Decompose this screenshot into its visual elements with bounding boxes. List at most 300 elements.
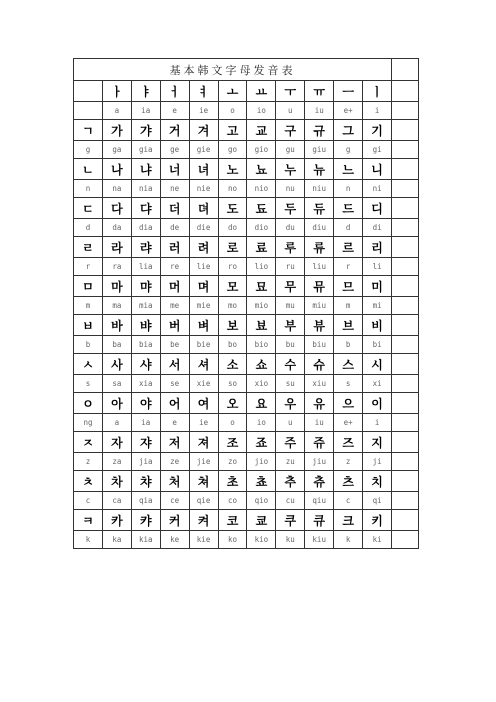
hangul-cell: 두 <box>276 198 305 219</box>
hangul-cell: 큐 <box>305 510 334 531</box>
hangul-cell: 자 <box>102 432 131 453</box>
romanization-cell: r <box>74 258 103 276</box>
romanization-cell: k <box>334 531 363 549</box>
romanization-cell: qia <box>131 492 160 510</box>
hangul-cell: 저 <box>160 432 189 453</box>
hangul-cell: 켜 <box>189 510 218 531</box>
title-row <box>74 59 419 81</box>
hangul-cell: 료 <box>247 237 276 258</box>
romanization-cell: ko <box>218 531 247 549</box>
hangul-cell: 노 <box>218 159 247 180</box>
table-cell <box>392 59 419 81</box>
romanization-cell: g <box>74 141 103 159</box>
romanization-cell: jiu <box>305 453 334 471</box>
hangul-cell: 규 <box>305 120 334 141</box>
romanization-cell: kie <box>189 531 218 549</box>
hangul-cell: 루 <box>276 237 305 258</box>
hangul-cell: ㅡ <box>334 81 363 102</box>
romanization-cell: ke <box>160 531 189 549</box>
romanization-cell: iu <box>305 414 334 432</box>
romanization-cell: ka <box>102 531 131 549</box>
romanization-cell: ra <box>102 258 131 276</box>
romanization-cell: o <box>218 102 247 120</box>
romanization-cell: do <box>218 219 247 237</box>
hangul-cell: ㅣ <box>363 81 392 102</box>
romanization-cell: di <box>363 219 392 237</box>
hangul-cell: 묘 <box>247 276 276 297</box>
romanization-cell: gi <box>363 141 392 159</box>
hangul-cell: 뵤 <box>247 315 276 336</box>
romanization-cell: mi <box>363 297 392 315</box>
romanization-cell: mia <box>131 297 160 315</box>
hangul-cell: 됴 <box>247 198 276 219</box>
hangul-cell: ㄷ <box>74 198 103 219</box>
romanization-cell: no <box>218 180 247 198</box>
hangul-cell: ㅂ <box>74 315 103 336</box>
romanization-cell: xiu <box>305 375 334 393</box>
romanization-cell: jie <box>189 453 218 471</box>
romanization-cell: miu <box>305 297 334 315</box>
romanization-row <box>74 414 419 432</box>
romanization-cell: ia <box>131 102 160 120</box>
romanization-cell: jio <box>247 453 276 471</box>
hangul-cell: 뎌 <box>189 198 218 219</box>
hangul-cell: 부 <box>276 315 305 336</box>
romanization-cell: mie <box>189 297 218 315</box>
romanization-cell: be <box>160 336 189 354</box>
romanization-cell: gia <box>131 141 160 159</box>
romanization-cell: dio <box>247 219 276 237</box>
romanization-row <box>74 219 419 237</box>
romanization-cell: k <box>74 531 103 549</box>
romanization-cell <box>392 453 419 471</box>
hangul-cell: 도 <box>218 198 247 219</box>
romanization-cell: b <box>334 336 363 354</box>
hangul-cell: 쿄 <box>247 510 276 531</box>
romanization-cell: bie <box>189 336 218 354</box>
romanization-row <box>74 336 419 354</box>
hangul-cell: 죠 <box>247 432 276 453</box>
hangul-cell: 사 <box>102 354 131 375</box>
hangul-cell: 쳐 <box>189 471 218 492</box>
romanization-cell: ru <box>276 258 305 276</box>
table-title: 基本韩文字母发音表 <box>74 59 392 81</box>
romanization-cell: me <box>160 297 189 315</box>
romanization-cell: zu <box>276 453 305 471</box>
hangul-cell: 차 <box>102 471 131 492</box>
hangul-cell: 냐 <box>131 159 160 180</box>
hangul-cell <box>392 237 419 258</box>
hangul-cell: 슈 <box>305 354 334 375</box>
hangul-cell: 여 <box>189 393 218 414</box>
hangul-cell: 코 <box>218 510 247 531</box>
hangul-cell: 이 <box>363 393 392 414</box>
hangul-cell: 키 <box>363 510 392 531</box>
romanization-cell: lia <box>131 258 160 276</box>
romanization-cell: dia <box>131 219 160 237</box>
romanization-cell: g <box>334 141 363 159</box>
romanization-cell <box>392 141 419 159</box>
romanization-cell: qi <box>363 492 392 510</box>
hangul-cell: 즈 <box>334 432 363 453</box>
hangul-cell: 서 <box>160 354 189 375</box>
romanization-cell: e+ <box>334 414 363 432</box>
romanization-cell: so <box>218 375 247 393</box>
hangul-cell: 보 <box>218 315 247 336</box>
hangul-cell: ㅜ <box>276 81 305 102</box>
hangul-cell: 지 <box>363 432 392 453</box>
romanization-cell <box>74 102 103 120</box>
romanization-row <box>74 531 419 549</box>
romanization-cell: a <box>102 102 131 120</box>
hangul-cell: 바 <box>102 315 131 336</box>
hangul-cell: 므 <box>334 276 363 297</box>
romanization-cell: u <box>276 414 305 432</box>
romanization-cell: li <box>363 258 392 276</box>
romanization-cell: n <box>334 180 363 198</box>
romanization-cell: mio <box>247 297 276 315</box>
hangul-cell <box>392 276 419 297</box>
hangul-cell: 랴 <box>131 237 160 258</box>
romanization-cell: s <box>74 375 103 393</box>
hangul-cell: ㅅ <box>74 354 103 375</box>
hangul-cell: 비 <box>363 315 392 336</box>
romanization-cell: ki <box>363 531 392 549</box>
romanization-cell: ze <box>160 453 189 471</box>
consonant-row <box>74 315 419 336</box>
romanization-cell: re <box>160 258 189 276</box>
hangul-cell: 기 <box>363 120 392 141</box>
hangul-cell: ㅗ <box>218 81 247 102</box>
hangul-cell: 처 <box>160 471 189 492</box>
hangul-cell: 모 <box>218 276 247 297</box>
hangul-cell: 드 <box>334 198 363 219</box>
hangul-cell: 나 <box>102 159 131 180</box>
hangul-cell: ㄹ <box>74 237 103 258</box>
romanization-cell: i <box>363 102 392 120</box>
hangul-cell: ㄴ <box>74 159 103 180</box>
hangul-cell: ㅕ <box>189 81 218 102</box>
romanization-cell: die <box>189 219 218 237</box>
hangul-cell <box>392 510 419 531</box>
hangul-cell: ㅠ <box>305 81 334 102</box>
romanization-cell: bia <box>131 336 160 354</box>
romanization-cell: ma <box>102 297 131 315</box>
romanization-cell: xia <box>131 375 160 393</box>
hangul-cell: 아 <box>102 393 131 414</box>
romanization-cell: mo <box>218 297 247 315</box>
hangul-cell: 녀 <box>189 159 218 180</box>
romanization-cell: qio <box>247 492 276 510</box>
hangul-cell: 라 <box>102 237 131 258</box>
romanization-cell: a <box>102 414 131 432</box>
romanization-cell: m <box>334 297 363 315</box>
consonant-row <box>74 198 419 219</box>
hangul-cell: ㅁ <box>74 276 103 297</box>
hangul-cell <box>74 81 103 102</box>
hangul-cell: 버 <box>160 315 189 336</box>
hangul-cell <box>392 315 419 336</box>
hangul-cell: 다 <box>102 198 131 219</box>
romanization-cell: da <box>102 219 131 237</box>
hangul-cell: 수 <box>276 354 305 375</box>
hangul-cell: ㅏ <box>102 81 131 102</box>
romanization-cell: qiu <box>305 492 334 510</box>
consonant-row <box>74 276 419 297</box>
hangul-cell: 소 <box>218 354 247 375</box>
hangul-cell: 리 <box>363 237 392 258</box>
romanization-cell: d <box>334 219 363 237</box>
hangul-cell: 으 <box>334 393 363 414</box>
consonant-row <box>74 510 419 531</box>
hangul-cell: 뉴 <box>305 159 334 180</box>
romanization-cell: r <box>334 258 363 276</box>
romanization-cell: bio <box>247 336 276 354</box>
hangul-cell: 갸 <box>131 120 160 141</box>
romanization-cell: ce <box>160 492 189 510</box>
romanization-cell: u <box>276 102 305 120</box>
romanization-row <box>74 492 419 510</box>
hangul-cell: ㅛ <box>247 81 276 102</box>
romanization-cell: de <box>160 219 189 237</box>
consonant-row <box>74 432 419 453</box>
romanization-cell: nio <box>247 180 276 198</box>
romanization-cell: m <box>74 297 103 315</box>
romanization-cell <box>392 492 419 510</box>
romanization-cell: ne <box>160 180 189 198</box>
romanization-row <box>74 297 419 315</box>
romanization-cell: liu <box>305 258 334 276</box>
hangul-cell: 야 <box>131 393 160 414</box>
hangul-cell: 류 <box>305 237 334 258</box>
consonant-row <box>74 237 419 258</box>
romanization-cell: kia <box>131 531 160 549</box>
romanization-cell <box>392 180 419 198</box>
hangul-cell: 시 <box>363 354 392 375</box>
vowel-romanization-row <box>74 102 419 120</box>
hangul-cell: ㅇ <box>74 393 103 414</box>
romanization-cell: zo <box>218 453 247 471</box>
hangul-cell: 미 <box>363 276 392 297</box>
romanization-cell: xie <box>189 375 218 393</box>
romanization-cell <box>392 336 419 354</box>
romanization-cell: jia <box>131 453 160 471</box>
romanization-cell: diu <box>305 219 334 237</box>
hangul-cell: 느 <box>334 159 363 180</box>
romanization-cell: gie <box>189 141 218 159</box>
hangul-cell: 카 <box>102 510 131 531</box>
hangul-cell: ㅋ <box>74 510 103 531</box>
hangul-cell: 우 <box>276 393 305 414</box>
hangul-cell: 려 <box>189 237 218 258</box>
romanization-cell: ga <box>102 141 131 159</box>
hangul-cell: 쟈 <box>131 432 160 453</box>
hangul-cell <box>392 198 419 219</box>
romanization-cell <box>392 102 419 120</box>
romanization-cell: nu <box>276 180 305 198</box>
romanization-cell: ia <box>131 414 160 432</box>
romanization-cell: ca <box>102 492 131 510</box>
romanization-cell: mu <box>276 297 305 315</box>
vowel-header-row <box>74 81 419 102</box>
hangul-cell: 너 <box>160 159 189 180</box>
hangul-cell: 마 <box>102 276 131 297</box>
hangul-cell: 뷰 <box>305 315 334 336</box>
hangul-cell: 뇨 <box>247 159 276 180</box>
consonant-row <box>74 393 419 414</box>
hangul-cell: 무 <box>276 276 305 297</box>
hangul-cell: 고 <box>218 120 247 141</box>
romanization-cell: ni <box>363 180 392 198</box>
romanization-cell: xio <box>247 375 276 393</box>
romanization-cell: go <box>218 141 247 159</box>
romanization-row <box>74 141 419 159</box>
romanization-cell: nia <box>131 180 160 198</box>
hangul-cell: 가 <box>102 120 131 141</box>
romanization-row <box>74 375 419 393</box>
romanization-cell: s <box>334 375 363 393</box>
hangul-cell: ㅓ <box>160 81 189 102</box>
hangul-cell: 유 <box>305 393 334 414</box>
romanization-row <box>74 258 419 276</box>
hangul-cell: 셔 <box>189 354 218 375</box>
romanization-cell: ro <box>218 258 247 276</box>
hangul-cell: 치 <box>363 471 392 492</box>
hangul-cell: 크 <box>334 510 363 531</box>
romanization-cell: lio <box>247 258 276 276</box>
hangul-cell: 거 <box>160 120 189 141</box>
pronunciation-sheet <box>73 58 419 549</box>
hangul-cell: 로 <box>218 237 247 258</box>
romanization-cell: gio <box>247 141 276 159</box>
hangul-cell: 겨 <box>189 120 218 141</box>
hangul-cell: 듀 <box>305 198 334 219</box>
hangul-cell <box>392 471 419 492</box>
romanization-row <box>74 180 419 198</box>
romanization-cell: e <box>160 414 189 432</box>
romanization-cell: ng <box>74 414 103 432</box>
romanization-cell: ie <box>189 102 218 120</box>
hangul-cell: 누 <box>276 159 305 180</box>
romanization-cell: z <box>334 453 363 471</box>
hangul-cell: 뱌 <box>131 315 160 336</box>
hangul-cell <box>392 354 419 375</box>
romanization-cell: du <box>276 219 305 237</box>
romanization-cell <box>392 414 419 432</box>
hangul-cell: 챠 <box>131 471 160 492</box>
romanization-cell: e <box>160 102 189 120</box>
romanization-cell: na <box>102 180 131 198</box>
romanization-cell: d <box>74 219 103 237</box>
romanization-cell: ba <box>102 336 131 354</box>
hangul-pronunciation-table <box>73 58 419 549</box>
hangul-cell <box>392 81 419 102</box>
hangul-cell: ㄱ <box>74 120 103 141</box>
romanization-cell: sa <box>102 375 131 393</box>
romanization-cell: lie <box>189 258 218 276</box>
hangul-cell <box>392 393 419 414</box>
romanization-cell: cu <box>276 492 305 510</box>
hangul-cell: 더 <box>160 198 189 219</box>
romanization-cell: i <box>363 414 392 432</box>
consonant-row <box>74 354 419 375</box>
romanization-cell: ji <box>363 453 392 471</box>
romanization-cell <box>392 297 419 315</box>
romanization-cell: b <box>74 336 103 354</box>
romanization-cell: n <box>74 180 103 198</box>
hangul-cell: 초 <box>218 471 247 492</box>
romanization-cell: e+ <box>334 102 363 120</box>
hangul-cell: 디 <box>363 198 392 219</box>
romanization-cell: su <box>276 375 305 393</box>
hangul-cell: 러 <box>160 237 189 258</box>
romanization-cell: ku <box>276 531 305 549</box>
hangul-cell: 구 <box>276 120 305 141</box>
romanization-cell: qie <box>189 492 218 510</box>
hangul-cell: 조 <box>218 432 247 453</box>
romanization-cell: kiu <box>305 531 334 549</box>
romanization-cell: nie <box>189 180 218 198</box>
romanization-cell: niu <box>305 180 334 198</box>
romanization-cell: bu <box>276 336 305 354</box>
hangul-cell: 쵸 <box>247 471 276 492</box>
romanization-cell <box>392 531 419 549</box>
hangul-cell: 오 <box>218 393 247 414</box>
hangul-cell: 주 <box>276 432 305 453</box>
hangul-cell: 요 <box>247 393 276 414</box>
hangul-cell: 머 <box>160 276 189 297</box>
romanization-cell: ie <box>189 414 218 432</box>
hangul-cell: ㅈ <box>74 432 103 453</box>
hangul-cell: 댜 <box>131 198 160 219</box>
hangul-cell: 그 <box>334 120 363 141</box>
hangul-cell: 뮤 <box>305 276 334 297</box>
hangul-cell: ㅑ <box>131 81 160 102</box>
romanization-cell: z <box>74 453 103 471</box>
hangul-cell: 쿠 <box>276 510 305 531</box>
romanization-cell <box>392 219 419 237</box>
romanization-cell: bi <box>363 336 392 354</box>
romanization-cell <box>392 258 419 276</box>
romanization-cell: kio <box>247 531 276 549</box>
hangul-cell: 져 <box>189 432 218 453</box>
consonant-row <box>74 159 419 180</box>
hangul-cell: 츠 <box>334 471 363 492</box>
hangul-cell: 츄 <box>305 471 334 492</box>
romanization-cell: co <box>218 492 247 510</box>
romanization-cell: biu <box>305 336 334 354</box>
hangul-cell: 브 <box>334 315 363 336</box>
romanization-cell: ge <box>160 141 189 159</box>
romanization-cell: iu <box>305 102 334 120</box>
romanization-cell: giu <box>305 141 334 159</box>
hangul-cell: 먀 <box>131 276 160 297</box>
hangul-cell: 추 <box>276 471 305 492</box>
romanization-cell: se <box>160 375 189 393</box>
hangul-cell: 르 <box>334 237 363 258</box>
hangul-cell: 벼 <box>189 315 218 336</box>
romanization-row <box>74 453 419 471</box>
romanization-cell: c <box>74 492 103 510</box>
hangul-cell: 쥬 <box>305 432 334 453</box>
romanization-cell: gu <box>276 141 305 159</box>
romanization-cell: bo <box>218 336 247 354</box>
romanization-cell: c <box>334 492 363 510</box>
romanization-cell: za <box>102 453 131 471</box>
consonant-row <box>74 471 419 492</box>
hangul-cell <box>392 159 419 180</box>
romanization-cell: xi <box>363 375 392 393</box>
